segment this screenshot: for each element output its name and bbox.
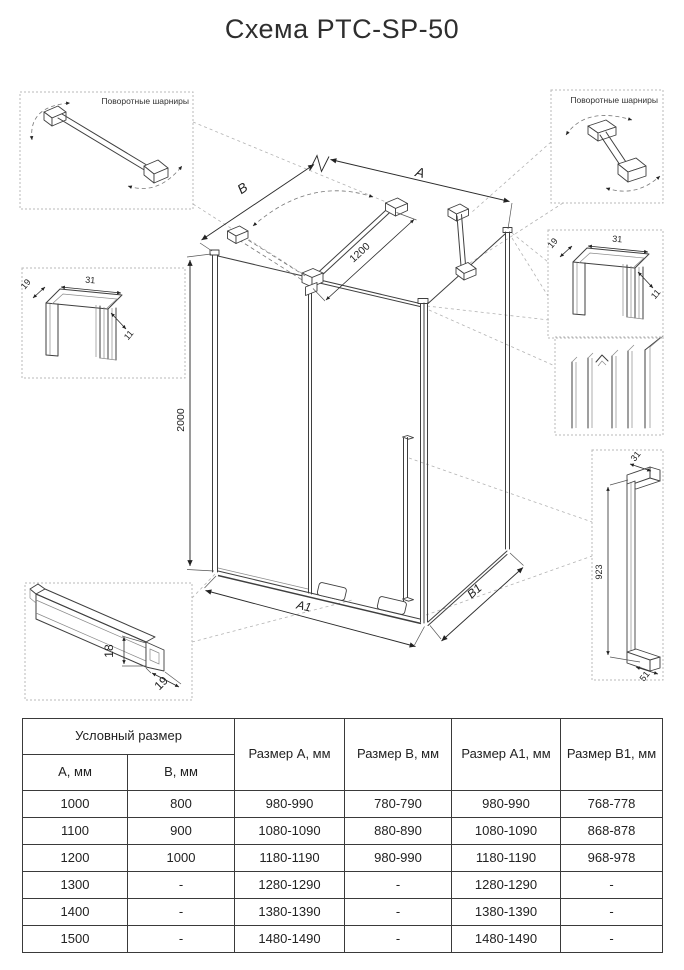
header-size-a1: Размер А1, мм (452, 719, 561, 791)
cell: 1200 (23, 845, 128, 872)
side-wall-bracket (448, 204, 476, 280)
cell: 868-878 (561, 818, 663, 845)
cell: 1480-1490 (452, 926, 561, 953)
dim-a1-label: A1 (295, 597, 313, 615)
pivot-bracket-illustration (566, 115, 660, 191)
cell: 1000 (23, 791, 128, 818)
handle-illustration (627, 467, 660, 671)
cell: - (561, 872, 663, 899)
corner-post (418, 299, 428, 624)
cell: 980-990 (452, 791, 561, 818)
dim-a-label: A (413, 164, 427, 181)
rail-depth-label: 19 (151, 673, 171, 693)
handle-depth-label: 51 (637, 669, 652, 684)
table-row (23, 818, 663, 845)
cell: 1180-1190 (452, 845, 561, 872)
cell: - (561, 899, 663, 926)
profile-left-depth-label: 19 (18, 277, 33, 292)
profile-right-gap-label: 11 (648, 287, 663, 301)
header-size-a: Размер А, мм (235, 719, 345, 791)
table-row (23, 791, 663, 818)
callout-pivot-hinges-right-label: Поворотные шарниры (570, 95, 658, 105)
cell: 800 (128, 791, 235, 818)
header-size-b: Размер В, мм (345, 719, 452, 791)
table-row (23, 926, 663, 953)
cell: 1180-1190 (235, 845, 345, 872)
cell: - (128, 899, 235, 926)
cell: 1300 (23, 872, 128, 899)
cell: 1380-1390 (452, 899, 561, 926)
cell: 780-790 (345, 791, 452, 818)
header-b-mm: В, мм (128, 755, 235, 791)
support-bar (302, 198, 408, 296)
table-row (23, 845, 663, 872)
table-row (23, 872, 663, 899)
wall-profile-illustration (573, 248, 649, 319)
cell: - (345, 872, 452, 899)
callout-wall-profile-left (19, 268, 185, 378)
cell: 1080-1090 (235, 818, 345, 845)
cell: - (128, 926, 235, 953)
cell: 768-778 (561, 791, 663, 818)
size-table (22, 718, 663, 953)
support-bar-swung (228, 191, 374, 281)
profile-left-gap-label: 11 (121, 328, 136, 342)
page-title: Схема PTC-SP-50 (224, 14, 460, 44)
cell: 1000 (128, 845, 235, 872)
dim-height-label: 2000 (175, 408, 187, 432)
wall-profile-illustration (46, 289, 122, 360)
front-glass-panels (218, 256, 420, 594)
dim-b-label: B (234, 179, 251, 198)
callout-handle (592, 449, 663, 683)
table-row (23, 899, 663, 926)
handle-width-label: 31 (628, 449, 643, 464)
callout-door-junction (555, 336, 663, 435)
callout-pivot-hinges-right (551, 90, 663, 203)
callout-pivot-hinges-left-label: Поворотные шарниры (101, 96, 189, 106)
handle-length-label: 923 (594, 564, 604, 580)
cell: - (345, 926, 452, 953)
dim-b1-label: B1 (464, 580, 485, 602)
bottom-rail (218, 571, 421, 624)
callout-pivot-hinges-left (20, 92, 193, 209)
cell: - (561, 926, 663, 953)
profile-right-depth-label: 19 (545, 236, 560, 251)
cell: 1380-1390 (235, 899, 345, 926)
header-conditional-size: Условный размер (23, 719, 235, 755)
cell: 880-890 (345, 818, 452, 845)
left-wall-profile (210, 250, 219, 572)
cell: 1280-1290 (235, 872, 345, 899)
cell: - (345, 899, 452, 926)
rail-height-label: 18 (102, 644, 116, 658)
cell: 1100 (23, 818, 128, 845)
profile-left-width-label: 31 (84, 274, 96, 286)
cell: 1400 (23, 899, 128, 926)
cell: 1480-1490 (235, 926, 345, 953)
door-handle (403, 436, 414, 602)
door-junction-illustration (572, 336, 663, 428)
header-size-b1: Размер В1, мм (561, 719, 663, 791)
cell: 900 (128, 818, 235, 845)
cell: 980-990 (235, 791, 345, 818)
cell: - (128, 872, 235, 899)
cell: 968-978 (561, 845, 663, 872)
profile-right-width-label: 31 (611, 233, 623, 245)
side-glass-panel (428, 228, 512, 626)
cell: 1500 (23, 926, 128, 953)
pivot-bar-illustration (32, 103, 182, 189)
cell: 980-990 (345, 845, 452, 872)
dim-bar-length-label: 1200 (347, 240, 373, 266)
header-a-mm: А, мм (23, 755, 128, 791)
callout-bottom-rail (25, 583, 192, 700)
cell: 1080-1090 (452, 818, 561, 845)
bottom-rail-illustration (30, 584, 164, 671)
callout-wall-profile-right (546, 230, 663, 338)
cell: 1280-1290 (452, 872, 561, 899)
